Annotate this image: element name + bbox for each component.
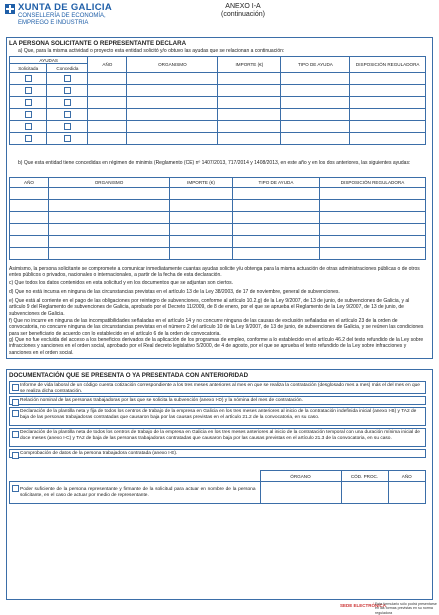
table-row	[10, 73, 426, 85]
doc-item-net-staff[interactable]	[9, 428, 426, 447]
organism-cell[interactable]	[49, 200, 170, 212]
col-aid-type: TIPO DE AYUDA	[281, 57, 350, 73]
year-cell[interactable]	[88, 73, 127, 85]
declaration-title: LA PERSONA SOLICITANTE O REPRESENTANTE DECLARA	[9, 40, 187, 47]
regulation-cell[interactable]	[320, 224, 426, 236]
year-cell[interactable]	[10, 236, 49, 248]
amount-cell[interactable]	[170, 212, 233, 224]
doc-checkbox[interactable]	[12, 384, 19, 391]
doc-item-label: Relación nominal de las personas trabajadoras por las que se solicita la subvención (anexo I-D) y la nómina del mes de contratación.	[20, 398, 303, 403]
organism-cell[interactable]	[127, 133, 218, 145]
table-row	[10, 236, 426, 248]
organism-cell[interactable]	[49, 212, 170, 224]
regulation-cell[interactable]	[350, 109, 426, 121]
table-row	[10, 97, 426, 109]
doc-item-label: Declaración de la plantilla neta de todos los centros de trabajo de la empresa en Galicia en los tres meses anteriores al inicio de la contratación temporal con una duración mínima inicial de doce meses (anexo I-C) y TA2 de baja de las personas trabajadoras contratadas que causaron baja por las causas previstas en el artículo 21.3 de la convocatoria, en su caso.	[20, 430, 420, 441]
col-organism: ORGANISMO	[49, 178, 170, 188]
aid-type-cell[interactable]	[233, 236, 320, 248]
year-cell[interactable]	[10, 188, 49, 200]
year-cell[interactable]	[10, 212, 49, 224]
logo-sub-line-1: CONSELLERÍA DE ECONOMÍA,	[18, 13, 106, 19]
col-regulation: DISPOSICIÓN REGULADORA	[320, 178, 426, 188]
requested-checkbox[interactable]	[25, 75, 32, 82]
doc-checkbox[interactable]	[12, 410, 19, 417]
commitment-text: Asimismo, la persona solicitante se compromete a comunicar inmediatamente cuantas ayudas solicite y/u obtenga para la misma actuación de otras administraciones públicas o de otros entes públicos o privados, nacionales o internacionales, a partir de la fecha de esta declaración.	[9, 266, 420, 279]
organism-cell[interactable]	[127, 73, 218, 85]
year-cell[interactable]	[88, 109, 127, 121]
doc-item-worker-data[interactable]	[9, 449, 426, 458]
year-cell[interactable]	[10, 200, 49, 212]
col-organ: ÓRGANO	[260, 471, 341, 482]
declaration-a-text: a) Que, para la misma actividad o proyecto esta entidad solicitó y/o obtuvo las ayudas que se relacionan a continuación:	[18, 48, 285, 54]
annex-title	[208, 3, 278, 19]
doc-item-label: Declaración de la plantilla neta y fija de todos los centros de trabajo de la empresa en Galicia en los tres meses anteriores al inicio de la contratación indefinida inicial (anexo I-B) y TA2 de baja de las personas trabajadoras contratadas que causaron baja por las causas previstas en el artículo 21.2 de la convocatoria, en su caso.	[20, 409, 417, 420]
aid-type-cell[interactable]	[233, 248, 320, 260]
aids-group-header: AYUDAS	[10, 57, 88, 64]
table-row	[10, 133, 426, 145]
regulation-cell[interactable]	[350, 133, 426, 145]
year-cell[interactable]	[10, 224, 49, 236]
doc-checkbox[interactable]	[12, 399, 19, 406]
col-granted: Concedida	[47, 64, 88, 73]
requested-checkbox[interactable]	[25, 123, 32, 130]
power-cell[interactable]	[10, 482, 261, 504]
col-year: AÑO	[10, 178, 49, 188]
granted-checkbox[interactable]	[64, 75, 71, 82]
year-cell[interactable]	[88, 133, 127, 145]
granted-checkbox[interactable]	[64, 111, 71, 118]
organism-cell[interactable]	[49, 224, 170, 236]
amount-cell[interactable]	[218, 73, 281, 85]
organism-cell[interactable]	[127, 109, 218, 121]
annex-name: ANEXO I-A	[225, 3, 261, 10]
table-row	[10, 200, 426, 212]
power-row	[10, 482, 426, 504]
doc-checkbox[interactable]	[12, 452, 19, 459]
doc-item-nominal-list[interactable]	[9, 396, 426, 405]
xunta-logo-icon	[5, 4, 15, 14]
col-amount: IMPORTE (€)	[170, 178, 233, 188]
table-row	[10, 248, 426, 260]
year-cell[interactable]	[10, 248, 49, 260]
proc-code-cell[interactable]	[341, 482, 388, 504]
amount-cell[interactable]	[170, 200, 233, 212]
col-requested: Solicitada	[10, 64, 47, 73]
aid-type-cell[interactable]	[233, 200, 320, 212]
power-header-empty	[10, 471, 261, 482]
organism-cell[interactable]	[49, 188, 170, 200]
col-amount: IMPORTE (€)	[218, 57, 281, 73]
declaration-c-text: c) Que todos los datos contenidos en esta solicitud y en los documentos que se adjuntan son ciertos.	[9, 280, 234, 286]
col-organism: ORGANISMO	[127, 57, 218, 73]
regulation-cell[interactable]	[350, 97, 426, 109]
doc-checkbox[interactable]	[12, 431, 19, 438]
granted-checkbox[interactable]	[64, 135, 71, 142]
table-row	[10, 212, 426, 224]
aid-type-cell[interactable]	[233, 212, 320, 224]
granted-checkbox[interactable]	[64, 87, 71, 94]
footer-note: Este formulario sólo podrá presentarse en las formas previstas en su norma reguladora	[375, 602, 437, 615]
aid-type-cell[interactable]	[281, 133, 350, 145]
logo-title: XUNTA DE GALICIA	[18, 2, 112, 13]
aid-type-cell[interactable]	[233, 188, 320, 200]
amount-cell[interactable]	[170, 248, 233, 260]
aid-type-cell[interactable]	[281, 121, 350, 133]
regulation-cell[interactable]	[350, 73, 426, 85]
power-label: Poder suficiente de la persona representante y firmante de la solicitud para actuar en nombre de la persona solicitante, en el caso de actuar por medio de representante.	[20, 486, 256, 498]
documentation-title: DOCUMENTACIÓN QUE SE PRESENTA O YA PRESENTADA CON ANTERIORIDAD	[9, 372, 249, 379]
requested-checkbox[interactable]	[25, 111, 32, 118]
requested-checkbox[interactable]	[25, 135, 32, 142]
table-row	[10, 85, 426, 97]
aid-type-cell[interactable]	[281, 73, 350, 85]
logo-subtitle	[18, 13, 106, 27]
declaration-e-text: e) Que está al corriente en el pago de las obligaciones por reintegro de subvenciones, conforme al artículo 10.2.g) de la Ley 9/2007, de 13 de junio, de subvenciones de Galicia, y al artículo 9 del Reglamento de subvenciones de Galicia, aprobado por el Decreto 11/2009, de 8 de enero, por el que se aprueba el Reglamento de la Ley 9/2007, de 13 de junio, de subvenciones de Galicia.	[9, 298, 410, 317]
aid-type-cell[interactable]	[281, 109, 350, 121]
granted-checkbox[interactable]	[64, 123, 71, 130]
organism-cell[interactable]	[49, 248, 170, 260]
amount-cell[interactable]	[218, 109, 281, 121]
logo-sub-line-2: EMPREGO E INDUSTRIA	[18, 20, 89, 26]
regulation-cell[interactable]	[320, 248, 426, 260]
annex-sub: (continuación)	[221, 11, 265, 18]
granted-checkbox[interactable]	[64, 99, 71, 106]
aid-type-cell[interactable]	[233, 224, 320, 236]
amount-cell[interactable]	[218, 85, 281, 97]
amount-cell[interactable]	[218, 97, 281, 109]
power-table	[9, 470, 426, 504]
sede-electronica-logo: SEDE ELECTRÓNICA	[340, 603, 387, 608]
year-cell[interactable]	[88, 121, 127, 133]
table-row	[10, 109, 426, 121]
regulation-cell[interactable]	[350, 121, 426, 133]
doc-item-label: Comprobación de datos de la persona trabajadora contratada (anexo I-E).	[20, 451, 178, 456]
organism-cell[interactable]	[127, 121, 218, 133]
organism-cell[interactable]	[127, 85, 218, 97]
declaration-f-text: f) Que no incurre en ninguna de las incompatibilidades señaladas en el artículo 14 y no concurre ninguna de las causas de exclusión señaladas en el artículo 23 de la orden de convocatoria, no concurre ninguna de las circunstancias previstas en el número 2 del artículo 10 de la Ley 9/2007, de 13 de junio, de subvenciones de Galicia, y se reúnen las condiciones para ser beneficiario de acuerdo con lo establecido en el artículo 6 de la orden de convocatoria.	[9, 318, 424, 337]
table-row	[10, 224, 426, 236]
requested-checkbox[interactable]	[25, 99, 32, 106]
regulation-cell[interactable]	[320, 236, 426, 248]
organism-cell[interactable]	[49, 236, 170, 248]
declaration-b-text: b) Que esta entidad tiene concedidas en régimen de minimis (Reglamento (CE) nº 1407/2013, 717/2014 y 1408/2013, en este año y en los dos anteriores, las siguientes ayudas:	[18, 160, 411, 166]
minimis-table-b	[9, 177, 426, 260]
year-cell[interactable]	[88, 97, 127, 109]
regulation-cell[interactable]	[320, 188, 426, 200]
amount-cell[interactable]	[170, 224, 233, 236]
regulation-cell[interactable]	[350, 85, 426, 97]
amount-cell[interactable]	[170, 236, 233, 248]
amount-cell[interactable]	[218, 121, 281, 133]
doc-item-label: Informe de vida laboral de un código cuenta cotización correspondiente a los tres meses anteriores al mes en que se realiza la contratación (desglosado mes a mes) más el del mes en que se realiza dicha contratación.	[20, 383, 420, 394]
amount-cell[interactable]	[170, 188, 233, 200]
organ-cell[interactable]	[260, 482, 341, 504]
col-regulation: DISPOSICIÓN REGULADORA	[350, 57, 426, 73]
year-cell[interactable]	[88, 85, 127, 97]
organism-cell[interactable]	[127, 97, 218, 109]
aid-type-cell[interactable]	[281, 85, 350, 97]
aid-type-cell[interactable]	[281, 97, 350, 109]
table-row	[10, 121, 426, 133]
regulation-cell[interactable]	[320, 200, 426, 212]
regulation-cell[interactable]	[320, 212, 426, 224]
year-cell[interactable]	[388, 482, 426, 504]
doc-item-fixed-staff[interactable]	[9, 407, 426, 426]
amount-cell[interactable]	[218, 133, 281, 145]
declaration-g-text: g) Que no fue excluida del acceso a los beneficios derivados de la aplicación de los programas de empleo, conforme a lo establecido en el artículo 46.2 del texto refundido de la Ley sobre infracciones y sanciones en el orden social, aprobado por el Real decreto legislativo 5/2000, de 4 de agosto, por el que se aprueba el texto refundido de la Ley sobre infracciones y sanciones en el orden social.	[9, 337, 424, 356]
col-year: AÑO	[388, 471, 426, 482]
declaration-d-text: d) Que no está incursa en ninguna de las circunstancias previstas en el artículo 13 de la Ley 38/2003, de 17 de noviembre, general de subvenciones.	[9, 289, 340, 295]
col-aid-type: TIPO DE AYUDA	[233, 178, 320, 188]
page-header	[0, 0, 439, 36]
doc-checkbox[interactable]	[12, 485, 19, 492]
col-year: AÑO	[88, 57, 127, 73]
requested-checkbox[interactable]	[25, 87, 32, 94]
table-row	[10, 188, 426, 200]
aids-table-a	[9, 56, 426, 145]
doc-item-work-life-report[interactable]	[9, 381, 426, 394]
col-proc-code: CÓD. PROC.	[341, 471, 388, 482]
